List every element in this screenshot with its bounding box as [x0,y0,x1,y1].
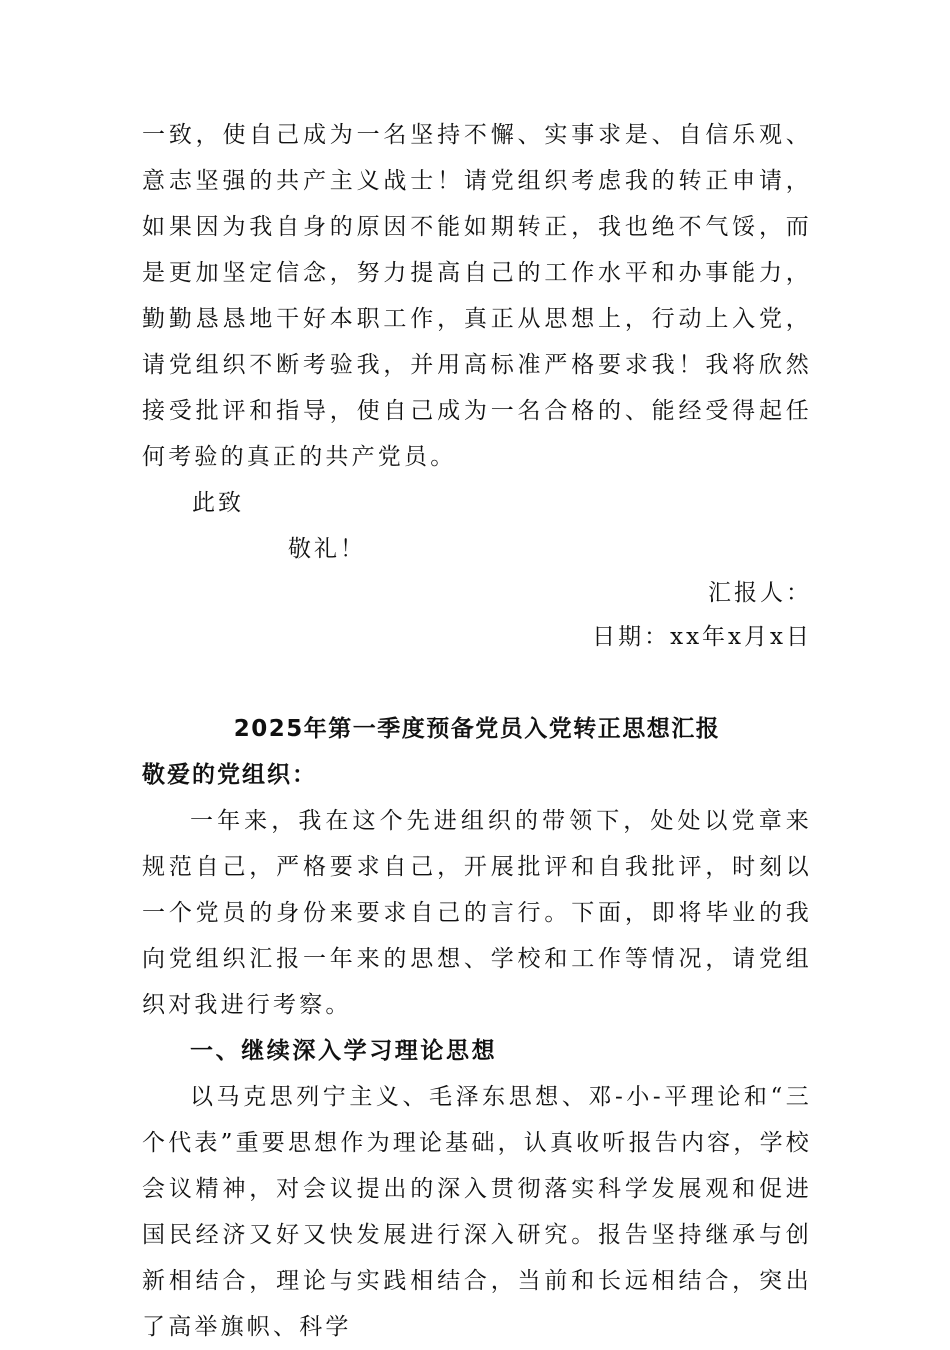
regards-text: 敬礼！ [288,536,366,562]
document-page [142,112,812,1350]
salute-text: 此致 [192,490,244,516]
reporter-signature: 汇报人： [708,580,812,606]
report-date: 日期：xx年x月x日 [592,624,812,650]
section-body-1: 以马克思列宁主义、毛泽东思想、邓-小-平理论和“三个代表”重要思想作为理论基础，认真收听报告内容，学校会议精神，对会议提出的深入贯彻落实科学发展观和促进国民经济又好又快发展进行深入研究。报告坚持继承与创新相结合，理论与实践相结合，当前和长远相结合，突出了高举旗帜、科学 [142,1084,812,1340]
intro-paragraph: 一年来，我在这个先进组织的带领下，处处以党章来规范自己，严格要求自己，开展批评和自我批评，时刻以一个党员的身份来要求自己的言行。下面，即将毕业的我向党组织汇报一年来的思想、学校和工作等情况，请党组织对我进行考察。 [142,808,812,1018]
section-heading-1: 一、继续深入学习理论思想 [190,1038,498,1064]
greeting: 敬爱的党组织： [142,762,317,788]
closing-paragraph: 一致，使自己成为一名坚持不懈、实事求是、自信乐观、意志坚强的共产主义战士！请党组织考虑我的转正申请，如果因为我自身的原因不能如期转正，我也绝不气馁，而是更加坚定信念，努力提高自己的工作水平和办事能力，勤勤恳恳地干好本职工作，真正从思想上，行动上入党，请党组织不断考验我，并用高标准严格要求我！我将欣然接受批评和指导，使自己成为一名合格的、能经受得起任何考验的真正的共产党员。 [142,122,812,470]
report-title: 2025年第一季度预备党员入党转正思想汇报 [233,716,721,742]
